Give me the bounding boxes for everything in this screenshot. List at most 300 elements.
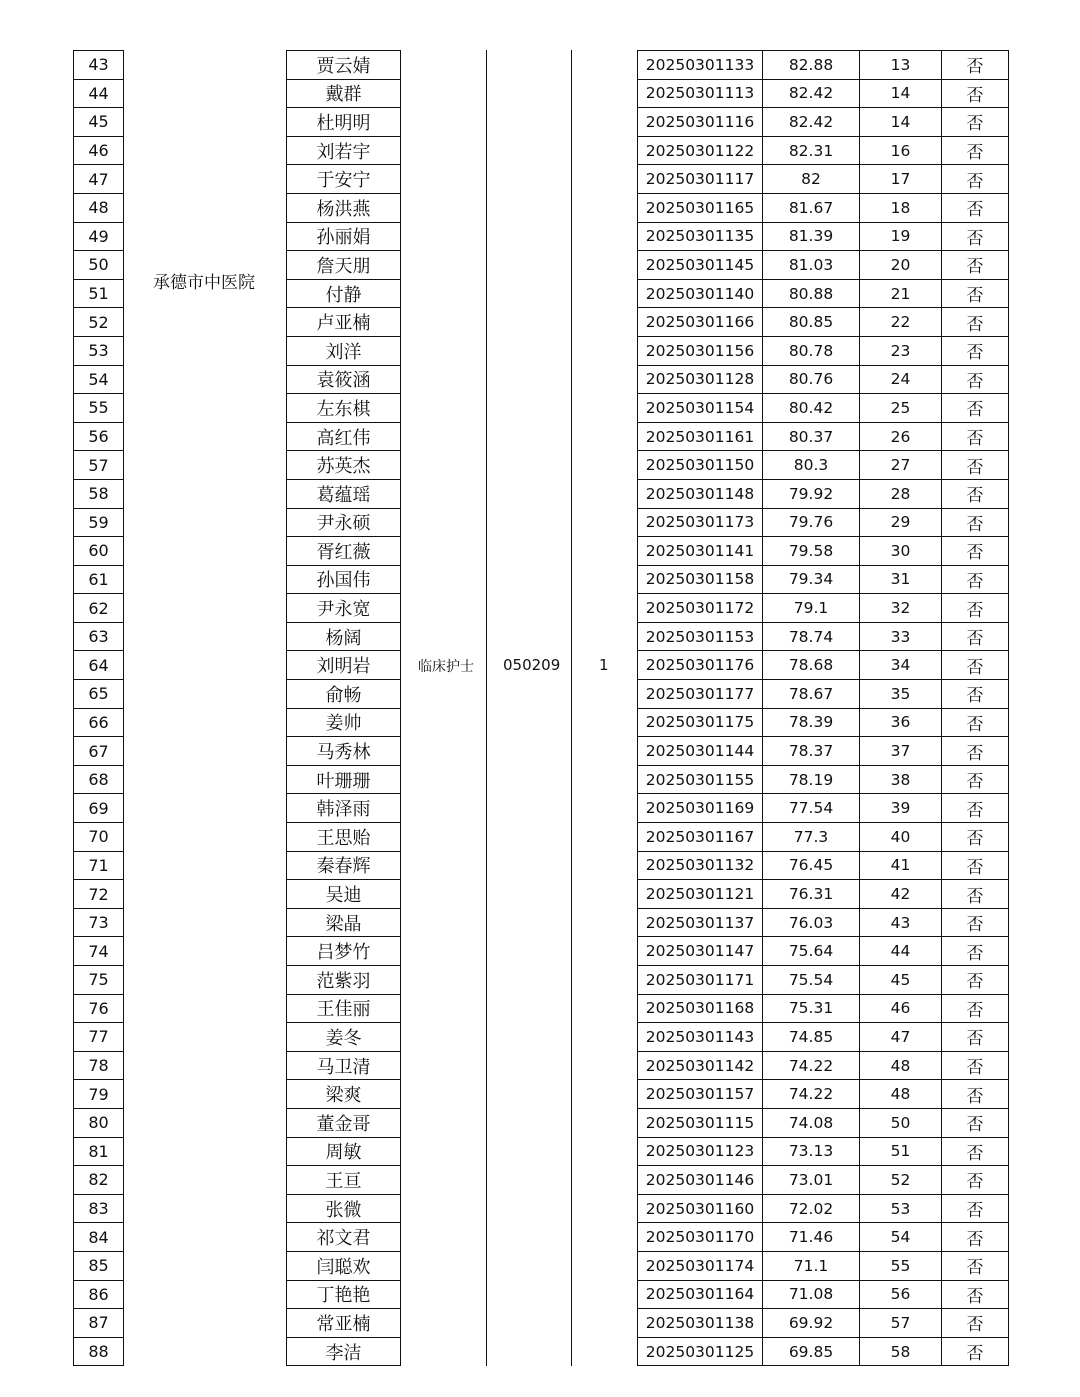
rank-cell: 24 xyxy=(860,366,942,394)
exam-id-cell: 20250301145 xyxy=(638,251,763,279)
exam-id-cell: 20250301146 xyxy=(638,1166,763,1194)
score-cell: 80.78 xyxy=(763,337,860,365)
interview-flag-cell: 否 xyxy=(966,400,984,421)
score-cell: 79.34 xyxy=(763,566,860,594)
interview-flag-cell: 否 xyxy=(966,114,984,135)
sequence-cell: 47 xyxy=(74,165,123,194)
sequence-cell: 79 xyxy=(74,1080,123,1109)
sequence-cell: 49 xyxy=(74,223,123,252)
interview-flag-cell: 否 xyxy=(966,343,984,364)
exam-id-cell: 20250301144 xyxy=(638,737,763,765)
sequence-cell: 68 xyxy=(74,766,123,795)
interview-flag-cell: 否 xyxy=(966,314,984,335)
exam-id-cell: 20250301137 xyxy=(638,909,763,937)
score-cell: 78.37 xyxy=(763,737,860,765)
table-row xyxy=(638,737,1008,766)
interview-flag-cell: 否 xyxy=(966,1115,984,1136)
score-cell: 80.85 xyxy=(763,308,860,336)
name-cell: 马秀林 xyxy=(287,737,400,766)
score-cell: 75.64 xyxy=(763,937,860,965)
exam-id-cell: 20250301158 xyxy=(638,566,763,594)
position-code-cell: 050209 xyxy=(503,656,561,674)
rank-cell: 58 xyxy=(860,1338,942,1366)
name-cell: 贾云婧 xyxy=(287,51,400,80)
score-cell: 79.92 xyxy=(763,480,860,508)
exam-id-cell: 20250301161 xyxy=(638,423,763,451)
name-cell: 葛蕴瑶 xyxy=(287,480,400,509)
rank-cell: 26 xyxy=(860,423,942,451)
rank-cell: 23 xyxy=(860,337,942,365)
sequence-cell: 75 xyxy=(74,966,123,995)
rank-cell: 35 xyxy=(860,680,942,708)
exam-id-cell: 20250301169 xyxy=(638,794,763,822)
table-row xyxy=(638,1080,1008,1109)
table-row xyxy=(638,337,1008,366)
interview-flag-cell: 否 xyxy=(966,200,984,221)
sequence-cell: 82 xyxy=(74,1166,123,1195)
exam-id-cell: 20250301140 xyxy=(638,280,763,308)
table-row xyxy=(638,1023,1008,1052)
sequence-cell: 70 xyxy=(74,823,123,852)
exam-id-cell: 20250301174 xyxy=(638,1252,763,1280)
table-row xyxy=(638,1281,1008,1310)
interview-flag-cell: 否 xyxy=(966,886,984,907)
unit-cell: 承德市中医院 xyxy=(153,273,255,293)
sequence-cell: 60 xyxy=(74,537,123,566)
exam-id-cell: 20250301148 xyxy=(638,480,763,508)
interview-flag-cell: 否 xyxy=(966,772,984,793)
interview-flag-cell: 否 xyxy=(966,657,984,678)
name-cell: 刘若宇 xyxy=(287,137,400,166)
name-cell: 丁艳艳 xyxy=(287,1281,400,1310)
score-cell: 78.67 xyxy=(763,680,860,708)
name-cell: 杨阔 xyxy=(287,623,400,652)
name-cell: 李洁 xyxy=(287,1338,400,1367)
table-row xyxy=(638,794,1008,823)
sequence-cell: 63 xyxy=(74,623,123,652)
exam-id-cell: 20250301173 xyxy=(638,509,763,537)
table-row xyxy=(638,909,1008,938)
table-row xyxy=(638,1138,1008,1167)
score-cell: 81.67 xyxy=(763,194,860,222)
rank-cell: 19 xyxy=(860,223,942,251)
name-cell: 吴迪 xyxy=(287,880,400,909)
sequence-cell: 80 xyxy=(74,1109,123,1138)
name-cell: 杨洪燕 xyxy=(287,194,400,223)
score-cell: 82 xyxy=(763,165,860,193)
name-cell: 秦春辉 xyxy=(287,852,400,881)
score-cell: 79.1 xyxy=(763,594,860,622)
score-cell: 81.39 xyxy=(763,223,860,251)
interview-flag-cell: 否 xyxy=(966,1286,984,1307)
name-cell: 梁爽 xyxy=(287,1080,400,1109)
sequence-cell: 64 xyxy=(74,651,123,680)
interview-flag-cell: 否 xyxy=(966,800,984,821)
name-cell: 付静 xyxy=(287,280,400,309)
exam-id-cell: 20250301121 xyxy=(638,880,763,908)
name-cell: 杜明明 xyxy=(287,108,400,137)
score-cell: 79.76 xyxy=(763,509,860,537)
exam-id-cell: 20250301143 xyxy=(638,1023,763,1051)
table-row xyxy=(638,480,1008,509)
score-cell: 78.74 xyxy=(763,623,860,651)
score-cell: 75.31 xyxy=(763,995,860,1023)
exam-id-cell: 20250301142 xyxy=(638,1052,763,1080)
table-row xyxy=(638,423,1008,452)
exam-id-cell: 20250301125 xyxy=(638,1338,763,1366)
interview-flag-cell: 否 xyxy=(966,943,984,964)
sequence-cell: 85 xyxy=(74,1252,123,1281)
table-row xyxy=(638,223,1008,252)
interview-flag-cell: 否 xyxy=(966,143,984,164)
score-table xyxy=(637,50,1009,1366)
name-cell: 卢亚楠 xyxy=(287,308,400,337)
sequence-cell: 61 xyxy=(74,566,123,595)
name-cell: 闫聪欢 xyxy=(287,1252,400,1281)
table-row xyxy=(638,1109,1008,1138)
sequence-cell: 87 xyxy=(74,1309,123,1338)
score-cell: 80.42 xyxy=(763,394,860,422)
sequence-cell: 46 xyxy=(74,137,123,166)
interview-flag-cell: 否 xyxy=(966,228,984,249)
exam-id-cell: 20250301165 xyxy=(638,194,763,222)
interview-flag-cell: 否 xyxy=(966,829,984,850)
sequence-cell: 57 xyxy=(74,451,123,480)
exam-id-cell: 20250301166 xyxy=(638,308,763,336)
score-cell: 71.46 xyxy=(763,1223,860,1251)
table-row xyxy=(638,509,1008,538)
exam-id-cell: 20250301132 xyxy=(638,852,763,880)
interview-flag-cell: 否 xyxy=(966,1086,984,1107)
interview-flag-cell: 否 xyxy=(966,457,984,478)
exam-id-cell: 20250301168 xyxy=(638,995,763,1023)
table-row xyxy=(638,1166,1008,1195)
rank-cell: 50 xyxy=(860,1109,942,1137)
interview-flag-cell: 否 xyxy=(966,857,984,878)
table-row xyxy=(638,709,1008,738)
score-cell: 72.02 xyxy=(763,1195,860,1223)
rank-cell: 45 xyxy=(860,966,942,994)
name-cell: 王佳丽 xyxy=(287,995,400,1024)
name-cell: 詹天朋 xyxy=(287,251,400,280)
rank-cell: 37 xyxy=(860,737,942,765)
rank-cell: 34 xyxy=(860,651,942,679)
sequence-cell: 59 xyxy=(74,509,123,538)
name-cell: 戴群 xyxy=(287,80,400,109)
score-cell: 69.85 xyxy=(763,1338,860,1366)
interview-flag-cell: 否 xyxy=(966,743,984,764)
sequence-cell: 86 xyxy=(74,1281,123,1310)
name-cell: 左东棋 xyxy=(287,394,400,423)
exam-id-cell: 20250301156 xyxy=(638,337,763,365)
rank-cell: 44 xyxy=(860,937,942,965)
exam-id-cell: 20250301155 xyxy=(638,766,763,794)
name-cell: 刘洋 xyxy=(287,337,400,366)
exam-id-cell: 20250301171 xyxy=(638,966,763,994)
exam-id-cell: 20250301170 xyxy=(638,1223,763,1251)
table-row xyxy=(638,194,1008,223)
sequence-cell: 66 xyxy=(74,709,123,738)
name-cell: 张微 xyxy=(287,1195,400,1224)
score-cell: 73.01 xyxy=(763,1166,860,1194)
table-row xyxy=(638,537,1008,566)
score-cell: 78.19 xyxy=(763,766,860,794)
interview-flag-cell: 否 xyxy=(966,1172,984,1193)
score-cell: 75.54 xyxy=(763,966,860,994)
table-row xyxy=(638,966,1008,995)
table-row xyxy=(638,766,1008,795)
rank-cell: 27 xyxy=(860,451,942,479)
table-row xyxy=(638,280,1008,309)
exam-id-cell: 20250301133 xyxy=(638,51,763,79)
name-cell: 范紫羽 xyxy=(287,966,400,995)
score-cell: 69.92 xyxy=(763,1309,860,1337)
sequence-column xyxy=(73,50,124,1366)
rank-cell: 43 xyxy=(860,909,942,937)
score-cell: 71.1 xyxy=(763,1252,860,1280)
score-cell: 82.42 xyxy=(763,108,860,136)
table-row xyxy=(638,852,1008,881)
rank-cell: 14 xyxy=(860,80,942,108)
sequence-cell: 83 xyxy=(74,1195,123,1224)
name-cell: 孙丽娟 xyxy=(287,223,400,252)
name-cell: 吕梦竹 xyxy=(287,937,400,966)
exam-id-cell: 20250301115 xyxy=(638,1109,763,1137)
exam-id-cell: 20250301117 xyxy=(638,165,763,193)
interview-flag-cell: 否 xyxy=(966,1344,984,1365)
name-cell: 于安宁 xyxy=(287,165,400,194)
table-row xyxy=(638,566,1008,595)
sequence-cell: 44 xyxy=(74,80,123,109)
interview-flag-cell: 否 xyxy=(966,714,984,735)
score-cell: 74.22 xyxy=(763,1080,860,1108)
table-row xyxy=(638,937,1008,966)
name-cell: 姜帅 xyxy=(287,709,400,738)
sequence-cell: 45 xyxy=(74,108,123,137)
name-cell: 苏英杰 xyxy=(287,451,400,480)
name-cell: 常亚楠 xyxy=(287,1309,400,1338)
interview-flag-cell: 否 xyxy=(966,1201,984,1222)
table-row xyxy=(638,995,1008,1024)
score-cell: 76.31 xyxy=(763,880,860,908)
rank-cell: 14 xyxy=(860,108,942,136)
name-cell: 袁筱涵 xyxy=(287,366,400,395)
rank-cell: 18 xyxy=(860,194,942,222)
table-row xyxy=(638,1338,1008,1367)
interview-flag-cell: 否 xyxy=(966,85,984,106)
exam-id-cell: 20250301135 xyxy=(638,223,763,251)
rank-cell: 33 xyxy=(860,623,942,651)
exam-id-cell: 20250301175 xyxy=(638,709,763,737)
name-cell: 叶珊珊 xyxy=(287,766,400,795)
interview-flag-cell: 否 xyxy=(966,543,984,564)
score-cell: 78.39 xyxy=(763,709,860,737)
exam-id-cell: 20250301147 xyxy=(638,937,763,965)
rank-cell: 56 xyxy=(860,1281,942,1309)
rank-cell: 16 xyxy=(860,137,942,165)
interview-flag-cell: 否 xyxy=(966,1029,984,1050)
name-cell: 王亘 xyxy=(287,1166,400,1195)
sequence-cell: 77 xyxy=(74,1023,123,1052)
table-row xyxy=(638,623,1008,652)
rank-cell: 41 xyxy=(860,852,942,880)
sequence-cell: 71 xyxy=(74,852,123,881)
rank-cell: 57 xyxy=(860,1309,942,1337)
rank-cell: 38 xyxy=(860,766,942,794)
exam-id-cell: 20250301116 xyxy=(638,108,763,136)
score-cell: 80.37 xyxy=(763,423,860,451)
score-cell: 74.22 xyxy=(763,1052,860,1080)
score-cell: 77.54 xyxy=(763,794,860,822)
name-cell: 俞畅 xyxy=(287,680,400,709)
score-cell: 79.58 xyxy=(763,537,860,565)
score-cell: 73.13 xyxy=(763,1138,860,1166)
exam-id-cell: 20250301167 xyxy=(638,823,763,851)
sequence-cell: 74 xyxy=(74,937,123,966)
name-cell: 尹永宽 xyxy=(287,594,400,623)
exam-id-cell: 20250301164 xyxy=(638,1281,763,1309)
exam-id-cell: 20250301122 xyxy=(638,137,763,165)
table-row xyxy=(638,137,1008,166)
sequence-cell: 67 xyxy=(74,737,123,766)
interview-flag-cell: 否 xyxy=(966,371,984,392)
score-cell: 80.88 xyxy=(763,280,860,308)
sequence-cell: 69 xyxy=(74,794,123,823)
rank-cell: 52 xyxy=(860,1166,942,1194)
exam-id-cell: 20250301176 xyxy=(638,651,763,679)
table-row xyxy=(638,165,1008,194)
table-row xyxy=(638,880,1008,909)
rank-cell: 28 xyxy=(860,480,942,508)
interview-flag-cell: 否 xyxy=(966,1258,984,1279)
exam-id-cell: 20250301138 xyxy=(638,1309,763,1337)
rank-cell: 42 xyxy=(860,880,942,908)
rank-cell: 25 xyxy=(860,394,942,422)
divider-line xyxy=(486,50,487,1366)
score-cell: 81.03 xyxy=(763,251,860,279)
table-row xyxy=(638,1052,1008,1081)
interview-flag-cell: 否 xyxy=(966,1229,984,1250)
table-row xyxy=(638,594,1008,623)
exam-id-cell: 20250301123 xyxy=(638,1138,763,1166)
interview-flag-cell: 否 xyxy=(966,257,984,278)
sequence-cell: 76 xyxy=(74,995,123,1024)
name-cell: 王思贻 xyxy=(287,823,400,852)
exam-id-cell: 20250301154 xyxy=(638,394,763,422)
name-cell: 刘明岩 xyxy=(287,651,400,680)
name-cell: 胥红薇 xyxy=(287,537,400,566)
table-row xyxy=(638,680,1008,709)
exam-id-cell: 20250301153 xyxy=(638,623,763,651)
score-cell: 76.45 xyxy=(763,852,860,880)
exam-id-cell: 20250301172 xyxy=(638,594,763,622)
name-cell: 高红伟 xyxy=(287,423,400,452)
name-cell: 马卫清 xyxy=(287,1052,400,1081)
position-cell: 临床护士 xyxy=(418,659,474,675)
rank-cell: 48 xyxy=(860,1052,942,1080)
score-cell: 71.08 xyxy=(763,1281,860,1309)
name-cell: 尹永硕 xyxy=(287,509,400,538)
rank-cell: 30 xyxy=(860,537,942,565)
sequence-cell: 73 xyxy=(74,909,123,938)
interview-flag-cell: 否 xyxy=(966,1058,984,1079)
name-column xyxy=(286,50,401,1366)
table-row xyxy=(638,1252,1008,1281)
sequence-cell: 51 xyxy=(74,280,123,309)
sequence-cell: 65 xyxy=(74,680,123,709)
name-cell: 孙国伟 xyxy=(287,566,400,595)
score-cell: 80.3 xyxy=(763,451,860,479)
sequence-cell: 55 xyxy=(74,394,123,423)
sequence-cell: 58 xyxy=(74,480,123,509)
table-row xyxy=(638,1309,1008,1338)
interview-flag-cell: 否 xyxy=(966,571,984,592)
interview-flag-cell: 否 xyxy=(966,972,984,993)
interview-flag-cell: 否 xyxy=(966,629,984,650)
sequence-cell: 84 xyxy=(74,1223,123,1252)
rank-cell: 13 xyxy=(860,51,942,79)
rank-cell: 55 xyxy=(860,1252,942,1280)
sequence-cell: 50 xyxy=(74,251,123,280)
rank-cell: 20 xyxy=(860,251,942,279)
interview-flag-cell: 否 xyxy=(966,286,984,307)
table-row xyxy=(638,308,1008,337)
name-cell: 姜冬 xyxy=(287,1023,400,1052)
table-row xyxy=(638,451,1008,480)
score-cell: 82.42 xyxy=(763,80,860,108)
exam-id-cell: 20250301113 xyxy=(638,80,763,108)
score-cell: 78.68 xyxy=(763,651,860,679)
score-cell: 74.08 xyxy=(763,1109,860,1137)
rank-cell: 21 xyxy=(860,280,942,308)
score-cell: 80.76 xyxy=(763,366,860,394)
rank-cell: 22 xyxy=(860,308,942,336)
interview-flag-cell: 否 xyxy=(966,1000,984,1021)
name-cell: 周敏 xyxy=(287,1138,400,1167)
table-row xyxy=(638,80,1008,109)
rank-cell: 46 xyxy=(860,995,942,1023)
sequence-cell: 48 xyxy=(74,194,123,223)
table-row xyxy=(638,823,1008,852)
table-row xyxy=(638,1195,1008,1224)
quota-cell: 1 xyxy=(599,656,609,674)
sequence-cell: 43 xyxy=(74,51,123,80)
name-cell: 韩泽雨 xyxy=(287,794,400,823)
sequence-cell: 72 xyxy=(74,880,123,909)
table-row xyxy=(638,51,1008,80)
rank-cell: 53 xyxy=(860,1195,942,1223)
table-row xyxy=(638,394,1008,423)
score-cell: 82.88 xyxy=(763,51,860,79)
interview-flag-cell: 否 xyxy=(966,915,984,936)
rank-cell: 31 xyxy=(860,566,942,594)
name-cell: 祁文君 xyxy=(287,1223,400,1252)
interview-flag-cell: 否 xyxy=(966,171,984,192)
exam-id-cell: 20250301157 xyxy=(638,1080,763,1108)
rank-cell: 48 xyxy=(860,1080,942,1108)
exam-id-cell: 20250301150 xyxy=(638,451,763,479)
rank-cell: 36 xyxy=(860,709,942,737)
exam-id-cell: 20250301177 xyxy=(638,680,763,708)
divider-line xyxy=(571,50,572,1366)
interview-flag-cell: 否 xyxy=(966,1143,984,1164)
sequence-cell: 88 xyxy=(74,1338,123,1367)
interview-flag-cell: 否 xyxy=(966,514,984,535)
rank-cell: 39 xyxy=(860,794,942,822)
name-cell: 梁晶 xyxy=(287,909,400,938)
sequence-cell: 81 xyxy=(74,1138,123,1167)
score-cell: 76.03 xyxy=(763,909,860,937)
